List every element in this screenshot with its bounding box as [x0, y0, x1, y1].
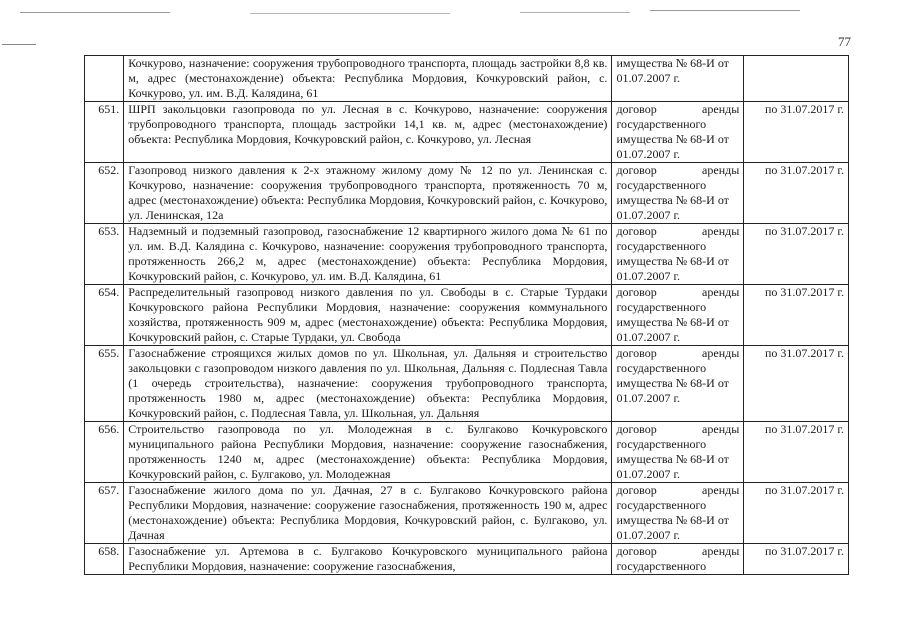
- lease-term: по 31.07.2017 г.: [744, 483, 849, 544]
- table-row: [85, 483, 849, 544]
- object-description: ШРП закольцовки газопровода по ул. Лесная в с. Кочкурово, назначение: сооружения трубопроводного транспорта, площадь застройки 14,1 кв. м, адрес (местонахождение) объекта: Республика Мордовия, Кочкуровский район, с. Кочкурово, ул. Лесная: [124, 102, 612, 163]
- object-description: Газопровод низкого давления к 2-х этажному жилому дому № 12 по ул. Ленинская с. Кочкурово, назначение: сооружения трубопроводного транспорта, протяженность 70 м, адрес (местонахождение) объекта: Республика Мордовия, Кочкуровский район, с. Кочкурово, ул. Ленинская, 12а: [124, 163, 612, 224]
- table-row: [85, 544, 849, 575]
- lease-term: по 31.07.2017 г.: [744, 102, 849, 163]
- basis-word-contract: договор: [616, 224, 657, 238]
- table-row: [85, 224, 849, 285]
- row-number: 656.: [85, 422, 124, 483]
- legal-basis: [612, 346, 744, 422]
- basis-word-lease: аренды: [702, 285, 740, 299]
- object-description: Газоснабжение ул. Артемова в с. Булгаково Кочкуровского муниципального района Республики Мордовия, назначение: сооружение газоснабжения,: [124, 544, 612, 575]
- scan-artifact-line: [650, 10, 800, 11]
- basis-word-lease: аренды: [702, 483, 740, 497]
- legal-basis: [612, 285, 744, 346]
- row-number: 653.: [85, 224, 124, 285]
- basis-word-contract: договор: [616, 422, 657, 436]
- basis-word-lease: аренды: [702, 163, 740, 177]
- basis-word-lease: аренды: [702, 544, 740, 558]
- basis-first-line: [616, 422, 739, 437]
- legal-basis: [612, 56, 744, 102]
- lease-term: по 31.07.2017 г.: [744, 285, 849, 346]
- basis-rest: государственного имущества № 68-И от 01.07.2007 г.: [616, 498, 729, 542]
- basis-word-contract: договор: [616, 544, 657, 558]
- row-number: 651.: [85, 102, 124, 163]
- basis-rest: государственного: [616, 559, 707, 573]
- row-number: 658.: [85, 544, 124, 575]
- basis-first-line: [616, 163, 739, 178]
- basis-rest: имущества № 68-И от 01.07.2007 г.: [616, 56, 729, 85]
- legal-basis: [612, 163, 744, 224]
- table-row: [85, 56, 849, 102]
- row-number: 654.: [85, 285, 124, 346]
- legal-basis: [612, 422, 744, 483]
- row-number: [85, 56, 124, 102]
- basis-rest: государственного имущества № 68-И от 01.07.2007 г.: [616, 361, 729, 405]
- row-number: 655.: [85, 346, 124, 422]
- basis-word-lease: аренды: [702, 224, 740, 238]
- legal-basis: [612, 544, 744, 575]
- basis-rest: государственного имущества № 68-И от 01.07.2007 г.: [616, 300, 729, 344]
- basis-first-line: [616, 483, 739, 498]
- table-row: [85, 422, 849, 483]
- lease-term: по 31.07.2017 г.: [744, 544, 849, 575]
- table-row: [85, 163, 849, 224]
- basis-first-line: [616, 102, 739, 117]
- lease-term: по 31.07.2017 г.: [744, 163, 849, 224]
- basis-word-lease: аренды: [702, 102, 740, 116]
- basis-word-lease: аренды: [702, 346, 740, 360]
- basis-first-line: [616, 285, 739, 300]
- basis-first-line: [616, 346, 739, 361]
- basis-rest: государственного имущества № 68-И от 01.07.2007 г.: [616, 437, 729, 481]
- page-number: 77: [838, 34, 851, 49]
- basis-rest: государственного имущества № 68-И от 01.07.2007 г.: [616, 239, 729, 283]
- table-row: [85, 285, 849, 346]
- legal-basis: [612, 483, 744, 544]
- basis-first-line: [616, 224, 739, 239]
- scan-artifact-line: [520, 12, 630, 13]
- basis-word-contract: договор: [616, 285, 657, 299]
- legal-basis: [612, 224, 744, 285]
- lease-term: по 31.07.2017 г.: [744, 224, 849, 285]
- lease-term: по 31.07.2017 г.: [744, 422, 849, 483]
- row-number: 652.: [85, 163, 124, 224]
- basis-first-line: [616, 544, 739, 559]
- object-description: Распределительный газопровод низкого давления по ул. Свободы в с. Старые Турдаки Кочкуровского района Республики Мордовия, назначение: сооружения коммунального хозяйства, протяженность 909 м, адрес (местонахождение) объекта: Республика Мордовия, Кочкуровский район, с. Старые Турдаки, ул. Свобода: [124, 285, 612, 346]
- table-body: [85, 56, 849, 575]
- legal-basis: [612, 102, 744, 163]
- table-row: [85, 346, 849, 422]
- scan-artifact-line: [20, 12, 170, 13]
- property-register-table: [84, 55, 849, 575]
- basis-word-contract: договор: [616, 163, 657, 177]
- object-description: Надземный и подземный газопровод, газоснабжение 12 квартирного жилого дома № 61 по ул. им. В.Д. Калядина с. Кочкурово, назначение: сооружения трубопроводного транспорта, протяженность 266,2 м, адрес (местонахождение) объекта: Республика Мордовия, Кочкуровский район, с. Кочкурово, ул. им. В.Д. Калядина, 61: [124, 224, 612, 285]
- object-description: Строительство газопровода по ул. Молодежная в с. Булгаково Кочкуровского муниципального района Республики Мордовия, назначение: сооружение газоснабжения, протяженность 1240 м, адрес (местонахождение) объекта: Республика Мордовия, Кочкуровский район, с. Булгаково, ул. Молодежная: [124, 422, 612, 483]
- basis-word-contract: договор: [616, 346, 657, 360]
- object-description: Кочкурово, назначение: сооружения трубопроводного транспорта, площадь застройки 8,8 кв. м, адрес (местонахождение) объекта: Республика Мордовия, Кочкуровский район, с. Кочкурово, ул. им. В.Д. Калядина, 61: [124, 56, 612, 102]
- lease-term: по 31.07.2017 г.: [744, 346, 849, 422]
- lease-term: [744, 56, 849, 102]
- basis-rest: государственного имущества № 68-И от 01.07.2007 г.: [616, 117, 729, 161]
- row-number: 657.: [85, 483, 124, 544]
- object-description: Газоснабжение строящихся жилых домов по ул. Школьная, ул. Дальняя и строительство закольцовки с газопроводом низкого давления по ул. Школьная, Дальняя с. Подлесная Тавла (1 очередь строительства), назначение: сооружения трубопроводного транспорта, протяженность 1980 м, адрес (местонахождение) объекта: Республика Мордовия, Кочкуровский район, с. Подлесная Тавла, ул. Школьная, ул. Дальняя: [124, 346, 612, 422]
- basis-word-lease: аренды: [702, 422, 740, 436]
- basis-word-contract: договор: [616, 102, 657, 116]
- scan-artifact-line: [250, 13, 450, 14]
- basis-rest: государственного имущества № 68-И от 01.07.2007 г.: [616, 178, 729, 222]
- basis-word-contract: договор: [616, 483, 657, 497]
- scan-artifact-line: [2, 44, 36, 45]
- object-description: Газоснабжение жилого дома по ул. Дачная, 27 в с. Булгаково Кочкуровского района Республики Мордовия, назначение: сооружение газоснабжения, протяженность 190 м, адрес (местонахождение) объекта: Республика Мордовия, Кочкуровский район, с. Булгаково, ул. Дачная: [124, 483, 612, 544]
- table-row: [85, 102, 849, 163]
